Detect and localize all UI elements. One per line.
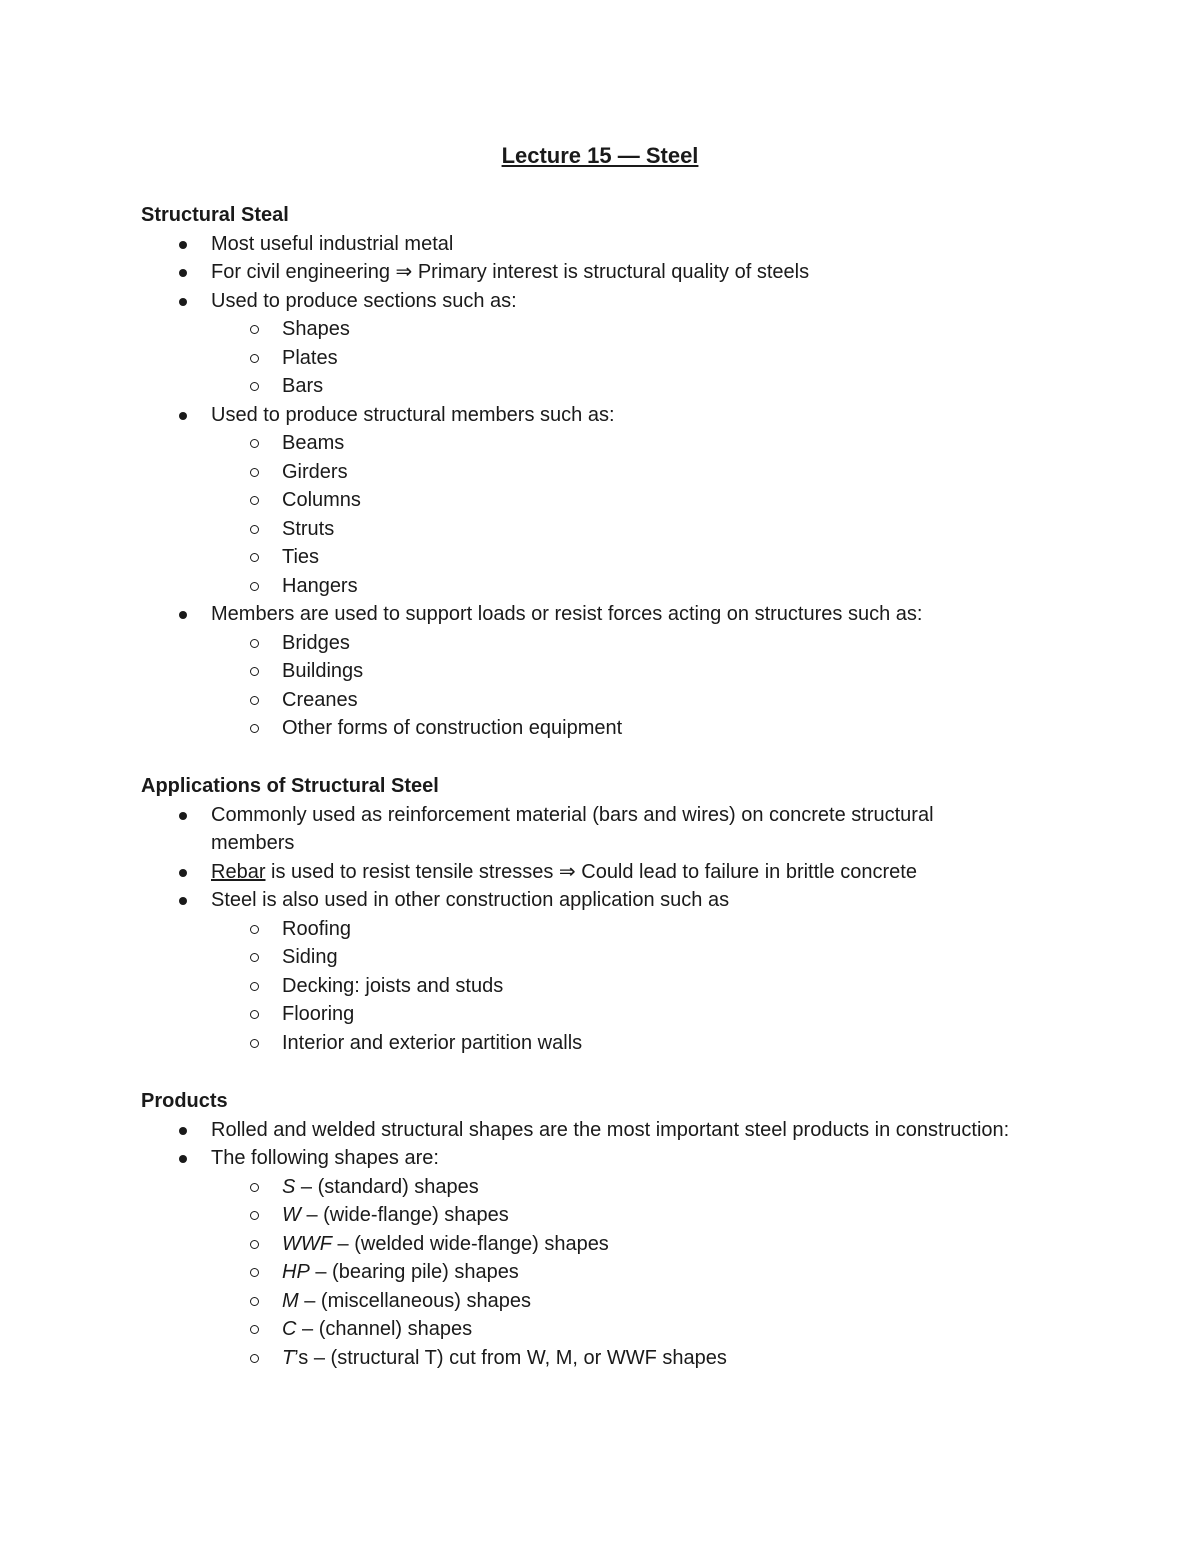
- filled-bullet-icon: [179, 869, 187, 877]
- shape-code: C: [282, 1318, 297, 1340]
- sub-list-item: Columns: [141, 486, 1041, 515]
- sub-list-item: HP – (bearing pile) shapes: [141, 1258, 1041, 1287]
- sub-list-item: Shapes: [141, 315, 1041, 344]
- sub-list-item: WWF – (welded wide-flange) shapes: [141, 1230, 1041, 1259]
- hollow-bullet-icon: [250, 325, 259, 334]
- list-item: Most useful industrial metal: [141, 230, 1041, 259]
- hollow-bullet-icon: [250, 1297, 259, 1306]
- sub-list-item: Girders: [141, 458, 1041, 487]
- sub-list-item: Roofing: [141, 915, 1041, 944]
- filled-bullet-icon: [179, 812, 187, 820]
- hollow-bullet-icon: [250, 439, 259, 448]
- section-products: [141, 1087, 1041, 1372]
- sub-list-item: S – (standard) shapes: [141, 1173, 1041, 1202]
- sub-list-item: Other forms of construction equipment: [141, 714, 1041, 743]
- hollow-bullet-icon: [250, 354, 259, 363]
- sub-list-item: Flooring: [141, 1000, 1041, 1029]
- sub-list-item: W – (wide-flange) shapes: [141, 1201, 1041, 1230]
- section-applications: [141, 772, 1041, 1057]
- hollow-bullet-icon: [250, 925, 259, 934]
- hollow-bullet-icon: [250, 639, 259, 648]
- filled-bullet-icon: [179, 897, 187, 905]
- hollow-bullet-icon: [250, 1325, 259, 1334]
- sub-list-item: Bridges: [141, 629, 1041, 658]
- shape-code: W: [282, 1204, 301, 1226]
- sub-list-item: Buildings: [141, 657, 1041, 686]
- hollow-bullet-icon: [250, 1268, 259, 1277]
- sub-list-item: Interior and exterior partition walls: [141, 1029, 1041, 1058]
- section-heading: Structural Steal: [141, 204, 289, 226]
- list-item: Steel is also used in other construction application such as: [141, 886, 1041, 915]
- hollow-bullet-icon: [250, 1240, 259, 1249]
- page-title: Lecture 15 — Steel: [501, 143, 699, 168]
- list-item: The following shapes are:: [141, 1144, 1041, 1173]
- list-item: Used to produce structural members such as:: [141, 401, 1041, 430]
- hollow-bullet-icon: [250, 667, 259, 676]
- hollow-bullet-icon: [250, 496, 259, 505]
- hollow-bullet-icon: [250, 953, 259, 962]
- sub-list-item: Decking: joists and studs: [141, 972, 1041, 1001]
- sub-list-item: Struts: [141, 515, 1041, 544]
- filled-bullet-icon: [179, 1127, 187, 1135]
- hollow-bullet-icon: [250, 582, 259, 591]
- shape-code: HP: [282, 1261, 310, 1283]
- sub-list-item: Siding: [141, 943, 1041, 972]
- list-item: Commonly used as reinforcement material (bars and wires) on concrete structural members: [141, 801, 1011, 858]
- filled-bullet-icon: [179, 241, 187, 249]
- list-item: Members are used to support loads or resist forces acting on structures such as:: [141, 600, 1041, 629]
- bullet-list: [141, 801, 1041, 1058]
- section-heading: Applications of Structural Steel: [141, 775, 439, 797]
- bullet-list: [141, 1116, 1041, 1373]
- hollow-bullet-icon: [250, 1354, 259, 1363]
- hollow-bullet-icon: [250, 382, 259, 391]
- list-item: Rolled and welded structural shapes are the most important steel products in construction:: [141, 1116, 1011, 1145]
- shape-code: T: [282, 1346, 295, 1369]
- sub-list-item: Bars: [141, 372, 1041, 401]
- filled-bullet-icon: [179, 269, 187, 277]
- hollow-bullet-icon: [250, 1183, 259, 1192]
- filled-bullet-icon: [179, 1155, 187, 1163]
- filled-bullet-icon: [179, 298, 187, 306]
- hollow-bullet-icon: [250, 553, 259, 562]
- hollow-bullet-icon: [250, 525, 259, 534]
- shape-code: S: [282, 1175, 296, 1198]
- hollow-bullet-icon: [250, 696, 259, 705]
- hollow-bullet-icon: [250, 468, 259, 477]
- filled-bullet-icon: [179, 412, 187, 420]
- sub-list-item: Beams: [141, 429, 1041, 458]
- bullet-list: [141, 230, 1041, 743]
- hollow-bullet-icon: [250, 1039, 259, 1048]
- sub-list-item: C – (channel) shapes: [141, 1315, 1041, 1344]
- shape-code: WWF: [282, 1232, 332, 1255]
- sub-list-item: M – (miscellaneous) shapes: [141, 1287, 1041, 1316]
- hollow-bullet-icon: [250, 1211, 259, 1220]
- sub-list-item: T’s – (structural T) cut from W, M, or WWF shapes: [141, 1344, 1041, 1373]
- term-rebar: Rebar: [211, 860, 266, 883]
- list-item: For civil engineering ⇒ Primary interest is structural quality of steels: [141, 258, 1041, 287]
- hollow-bullet-icon: [250, 982, 259, 991]
- sub-list-item: Hangers: [141, 572, 1041, 601]
- sub-list-item: Ties: [141, 543, 1041, 572]
- list-item: Rebar is used to resist tensile stresses ⇒ Could lead to failure in brittle concrete: [141, 858, 1041, 887]
- section-structural-steal: [141, 201, 1041, 743]
- hollow-bullet-icon: [250, 724, 259, 733]
- sub-list-item: Plates: [141, 344, 1041, 373]
- filled-bullet-icon: [179, 611, 187, 619]
- section-heading: Products: [141, 1090, 228, 1112]
- hollow-bullet-icon: [250, 1010, 259, 1019]
- list-item: Used to produce sections such as:: [141, 287, 1041, 316]
- shape-code: M: [282, 1289, 299, 1312]
- sub-list-item: Creanes: [141, 686, 1041, 715]
